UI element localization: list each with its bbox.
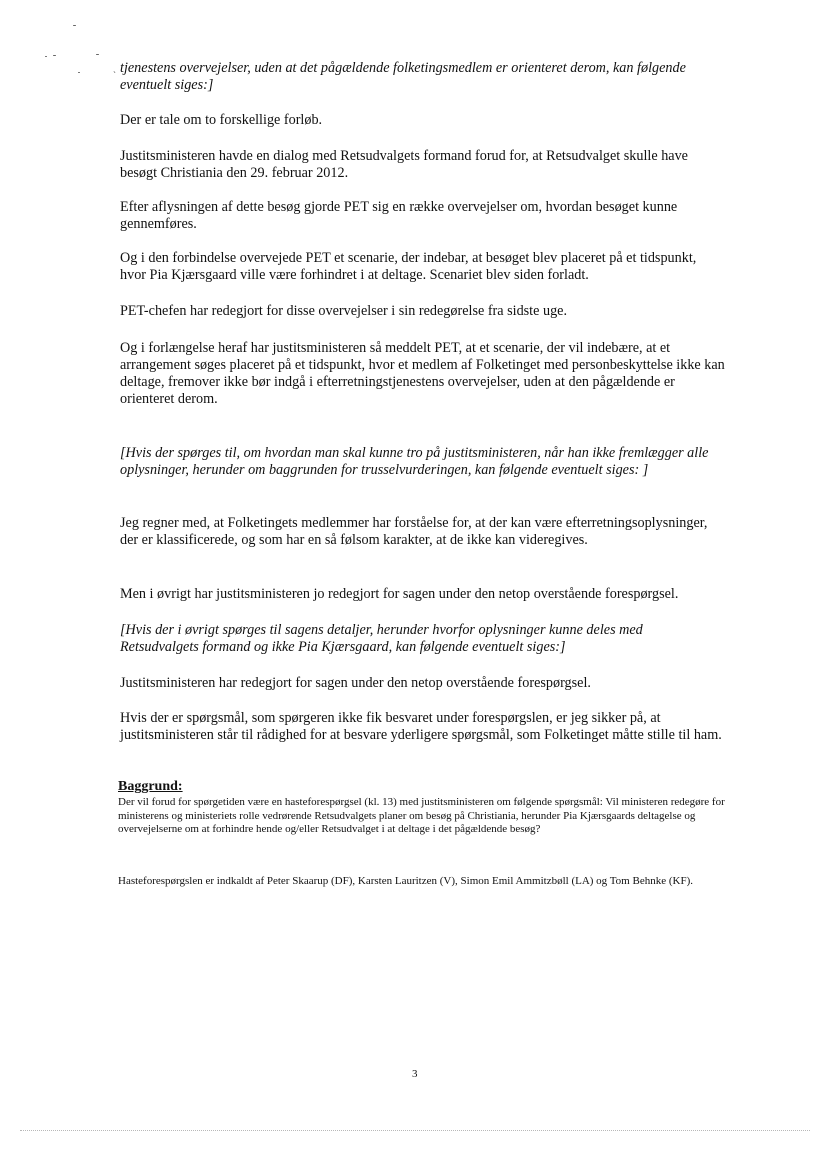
paragraph: PET-chefen har redegjort for disse overvejelser i sin redegørelse fra sidste uge.: [120, 303, 568, 319]
background-text: Der vil forud for spørgetiden være en hasteforespørgsel (kl. 13) med justitsministeren om følgende spørgsmål: Vil ministeren redegøre for ministerens og ministeriets rolle vedrørende Retsudvalgets planer om besøg på Christiania, herunder Pia Kjærsgaards deltagelse og overvejelserne om at forhindre hende og/eller Retsudvalget i at deltage i det pågældende besøg?: [118, 796, 725, 835]
paragraph: Men i øvrigt har justitsministeren jo redegjort for sagen under den netop overstående forespørgsel.: [120, 586, 679, 602]
paragraph-continuation: tjenestens overvejelser, uden at det pågældende folketingsmedlem er orienteret derom, kan følgende eventuelt siges:]: [120, 60, 686, 93]
paragraph: Jeg regner med, at Folketingets medlemmer har forståelse for, at der kan være efterretningsoplysninger, der er klassificerede, og som har en så følsom karakter, at de ikke kan videregives.: [120, 515, 708, 548]
scan-speck: [78, 72, 80, 73]
paragraph: Efter aflysningen af dette besøg gjorde PET sig en række overvejelser om, hvordan besøget kunne gennemføres.: [120, 199, 678, 232]
scan-speck: [53, 55, 56, 56]
paragraph: Og i den forbindelse overvejede PET et scenarie, der indebar, at besøget blev placeret på et tidspunkt, hvor Pia Kjærsgaard ville være forhindret i at deltage. Scenariet blev siden forladt.: [120, 250, 697, 283]
scan-edge-line: [20, 1130, 810, 1131]
paragraph: Og i forlængelse heraf har justitsministeren så meddelt PET, at et scenarie, der vil indebære, at et arrangement søges placeret på et tidspunkt, hvor et medlem af Folketinget med personbeskyttelse ikke kan deltage, fremover ikke bør indgå i efterretningstjenestens overvejelser, uden at den pågældende er orienteret derom.: [120, 340, 725, 407]
scan-speck: [73, 25, 76, 26]
paragraph: Hvis der er spørgsmål, som spørgeren ikke fik besvaret under forespørgslen, er jeg sikker på, at justitsministeren står til rådighed for at besvare yderligere spørgsmål, som Folketinget måtte stille til ham.: [120, 710, 722, 743]
page-number: 3: [412, 1068, 418, 1080]
background-heading: Baggrund:: [118, 779, 183, 794]
scan-mark-icon: ˴: [113, 66, 116, 76]
paragraph: Justitsministeren har redegjort for sagen under den netop overstående forespørgsel.: [120, 675, 591, 691]
scan-speck: [45, 56, 47, 57]
paragraph-instruction: [Hvis der spørges til, om hvordan man skal kunne tro på justitsministeren, når han ikke fremlægger alle oplysninger, herunder om baggrunden for trusselvurderingen, kan følgende eventuelt siges: ]: [120, 445, 709, 478]
paragraph-instruction: [Hvis der i øvrigt spørges til sagens detaljer, herunder hvorfor oplysninger kunne deles med Retsudvalgets formand og ikke Pia Kjærsgaard, kan følgende eventuelt siges:]: [120, 622, 643, 655]
scan-speck: [96, 54, 99, 55]
background-text: Hasteforespørgslen er indkaldt af Peter Skaarup (DF), Karsten Lauritzen (V), Simon Emil Ammitzbøll (LA) og Tom Behnke (KF).: [118, 875, 693, 887]
paragraph: Der er tale om to forskellige forløb.: [120, 112, 323, 128]
paragraph: Justitsministeren havde en dialog med Retsudvalgets formand forud for, at Retsudvalget skulle have besøgt Christiania den 29. februar 2012.: [120, 148, 688, 181]
